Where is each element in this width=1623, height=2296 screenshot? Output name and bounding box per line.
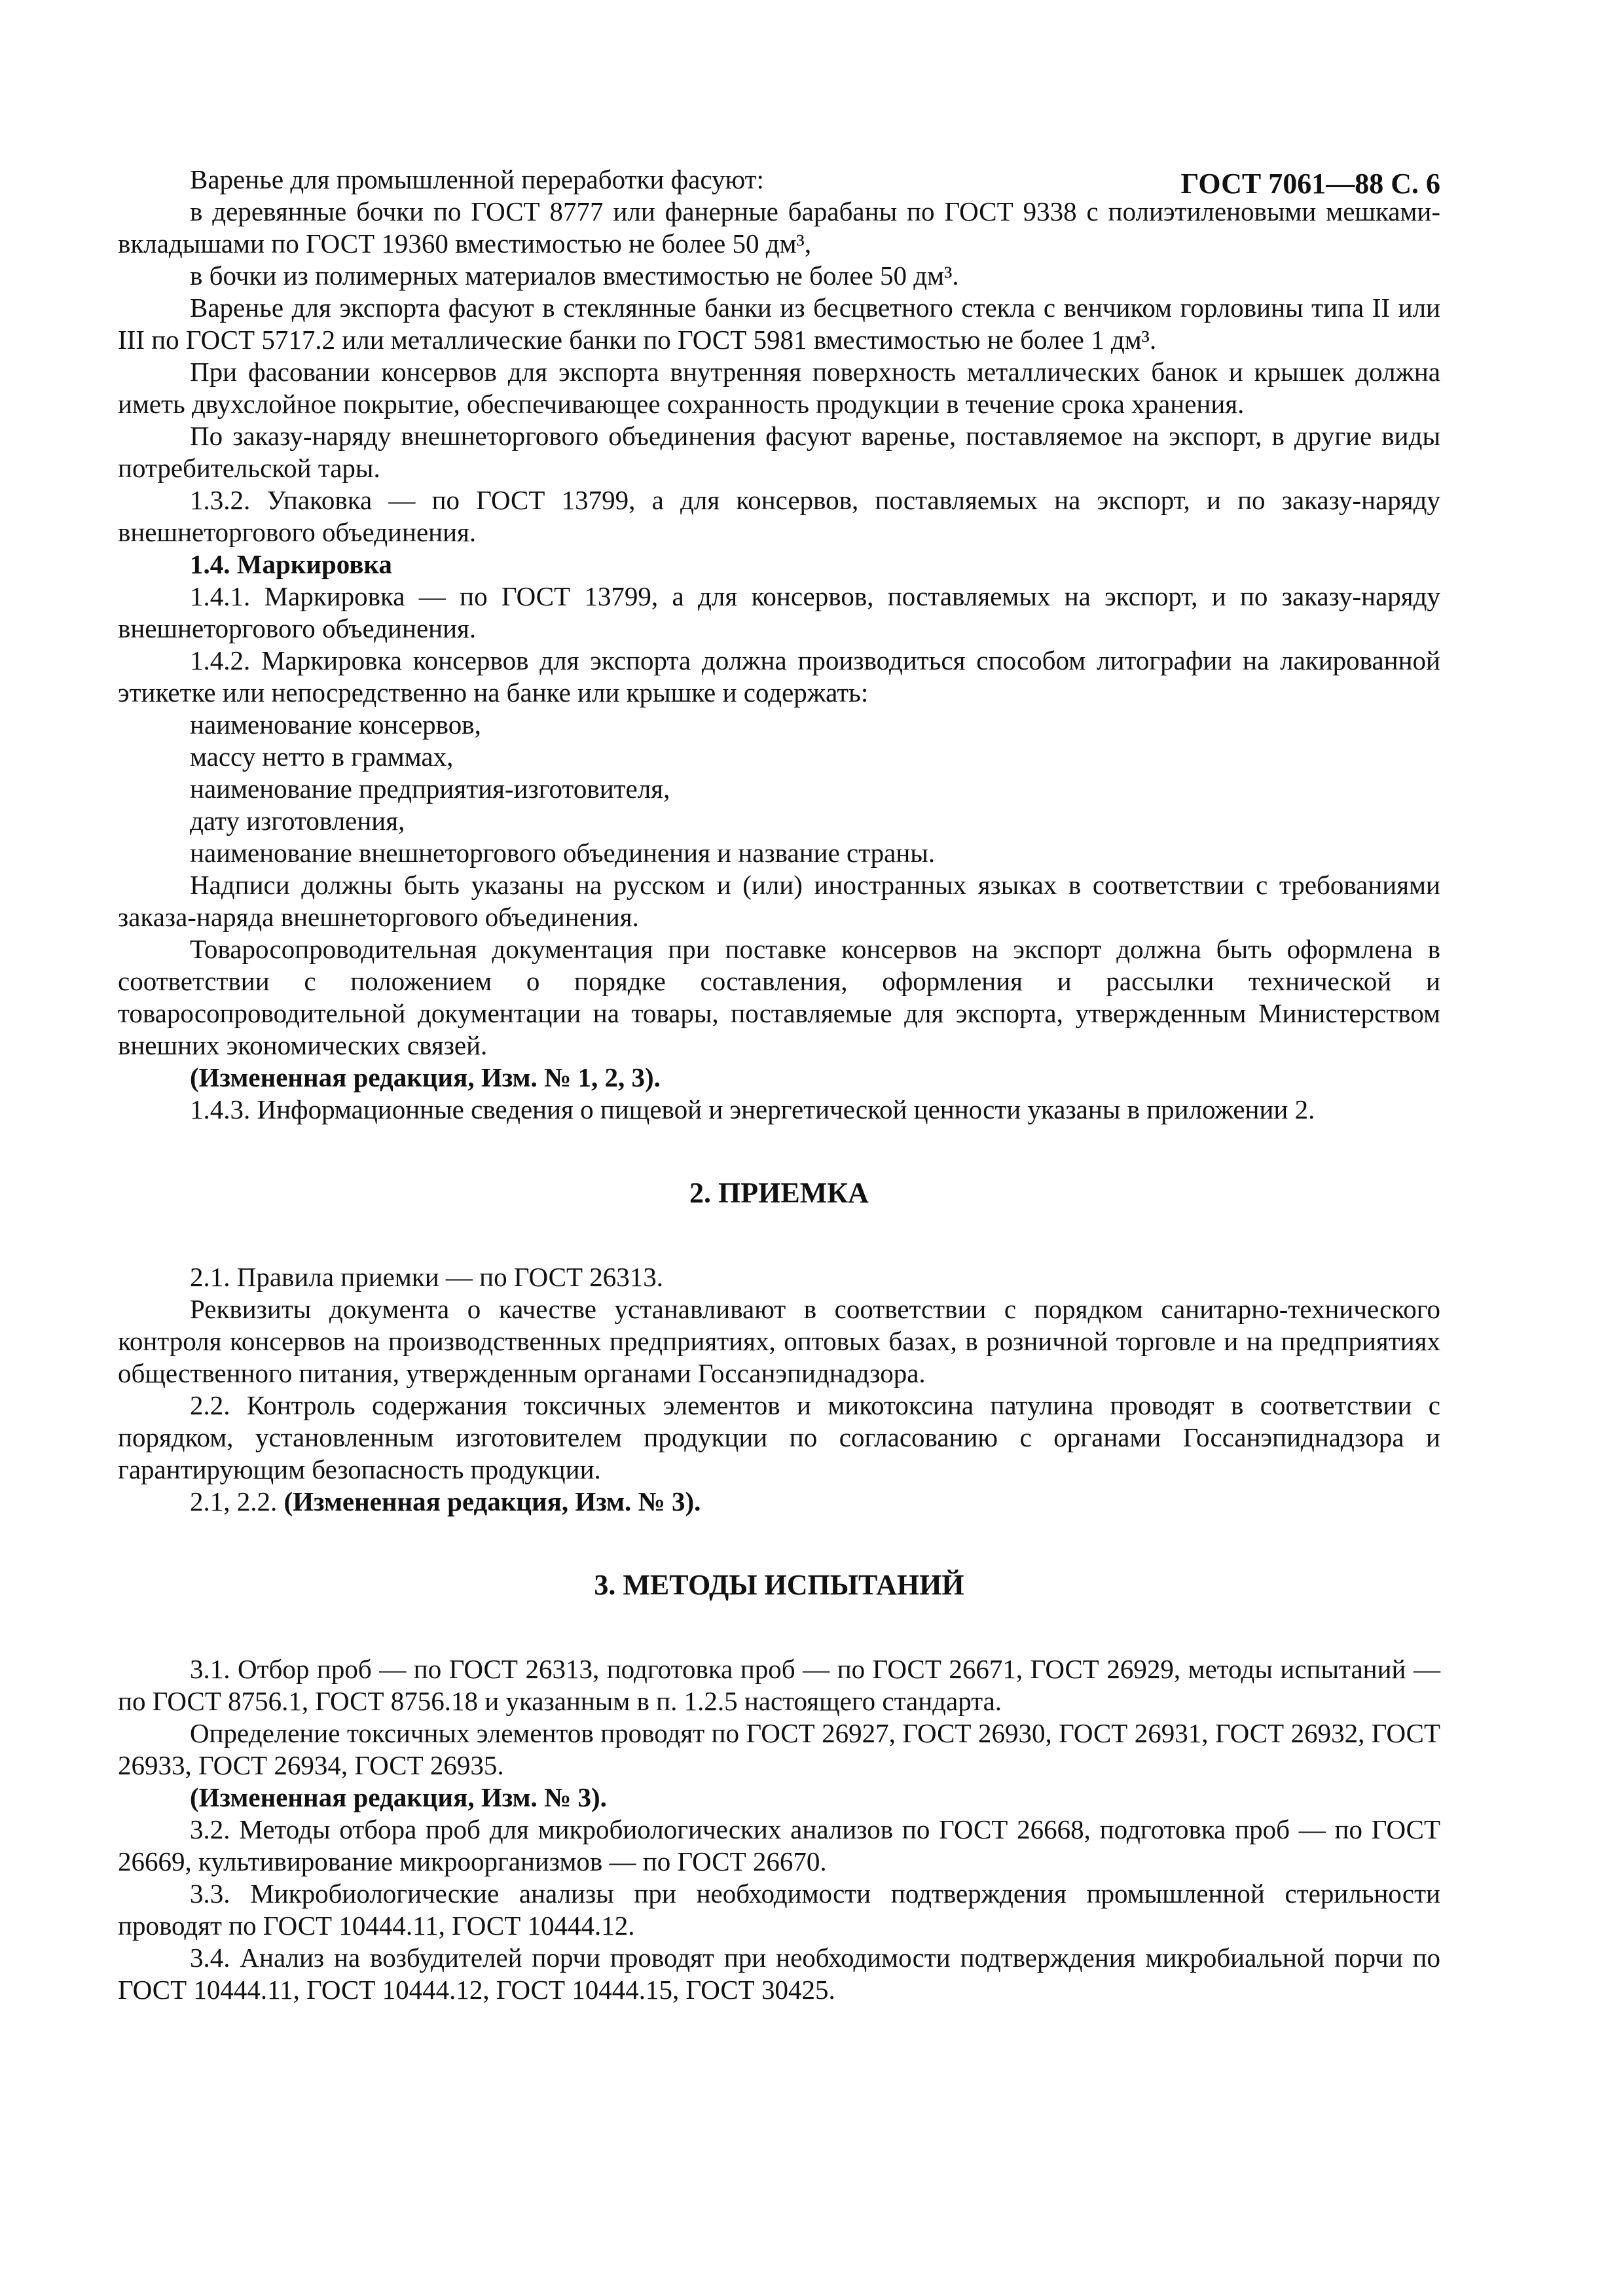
paragraph: Реквизиты документа о качестве устанавливают в соответствии с порядком санитарно-технического контроля консервов на производственных предприятиях, оптовых базах, в розничной торговле и на предприятиях общественного питания, утвержденным органами Госсанэпиднадзора. bbox=[118, 1294, 1440, 1388]
paragraph: При фасовании консервов для экспорта внутренняя поверхность металлических банок и крышек должна иметь двухслойное покрытие, обеспечивающее сохранность продукции в течение срока хранения. bbox=[118, 357, 1440, 419]
paragraph: 1.4.1. Маркировка — по ГОСТ 13799, а для консервов, поставляемых на экспорт, и по заказу-наряду внешнеторгового объединения. bbox=[118, 581, 1440, 643]
document-body bbox=[118, 164, 1440, 2006]
amendment-ref: 2.1, 2.2. bbox=[190, 1486, 284, 1516]
list-item: массу нетто в граммах, bbox=[190, 742, 454, 772]
page-header: ГОСТ 7061—88 С. 6 bbox=[1180, 168, 1440, 200]
section-title: 2. ПРИЕМКА bbox=[689, 1177, 869, 1209]
amendment-line bbox=[118, 1486, 1440, 1518]
paragraph: 1.3.2. Упаковка — по ГОСТ 13799, а для консервов, поставляемых на экспорт, и по заказу-наряду внешнеторгового объединения. bbox=[118, 485, 1440, 547]
amendment-note: (Измененная редакция, Изм. № 1, 2, 3). bbox=[190, 1062, 661, 1092]
paragraph: Варенье для экспорта фасуют в стеклянные банки из бесцветного стекла с венчиком горловины типа II или III по ГОСТ 5717.2 или металлические банки по ГОСТ 5981 вместимостью не более 1 дм³. bbox=[118, 293, 1440, 355]
paragraph: 1.4.2. Маркировка консервов для экспорта должна производиться способом литографии на лакированной этикетке или непосредственно на банке или крышке и содержать: bbox=[118, 645, 1440, 708]
paragraph: Определение токсичных элементов проводят по ГОСТ 26927, ГОСТ 26930, ГОСТ 26931, ГОСТ 26932, ГОСТ 26933, ГОСТ 26934, ГОСТ 26935. bbox=[118, 1718, 1440, 1780]
subsection-heading: 1.4. Маркировка bbox=[190, 549, 392, 579]
paragraph: 3.1. Отбор проб — по ГОСТ 26313, подготовка проб — по ГОСТ 26671, ГОСТ 26929, методы испытаний — по ГОСТ 8756.1, ГОСТ 8756.18 и указанным в п. 1.2.5 настоящего стандарта. bbox=[118, 1654, 1440, 1716]
paragraph: Товаросопроводительная документация при поставке консервов на экспорт должна быть оформлена в соответствии с положением о порядке составления, оформления и рассылки технической и товаросопроводительной документации на товары, поставляемые для экспорта, утвержденным Министерством внешних экономических связей. bbox=[118, 934, 1440, 1060]
paragraph: в деревянные бочки по ГОСТ 8777 или фанерные барабаны по ГОСТ 9338 с полиэтиленовыми мешками-вкладышами по ГОСТ 19360 вместимостью не более 50 дм³, bbox=[118, 196, 1440, 259]
paragraph: По заказу-наряду внешнеторгового объединения фасуют варенье, поставляемое на экспорт, в другие виды потребительской тары. bbox=[118, 421, 1440, 483]
list-item: дату изготовления, bbox=[190, 806, 405, 836]
amendment-note: (Измененная редакция, Изм. № 3). bbox=[283, 1486, 701, 1516]
paragraph: 3.4. Анализ на возбудителей порчи проводят при необходимости подтверждения микробиальной порчи по ГОСТ 10444.11, ГОСТ 10444.12, ГОСТ 10444.15, ГОСТ 30425. bbox=[118, 1943, 1440, 2005]
list-item: наименование внешнеторгового объединения и название страны. bbox=[190, 838, 936, 868]
list-item: наименование предприятия-изготовителя, bbox=[190, 774, 670, 804]
paragraph: Варенье для промышленной переработки фасуют: bbox=[190, 164, 764, 194]
amendment-note: (Измененная редакция, Изм. № 3). bbox=[190, 1782, 607, 1812]
paragraph: Надписи должны быть указаны на русском и (или) иностранных языках в соответствии с требованиями заказа-наряда внешнеторгового объединения. bbox=[118, 870, 1440, 932]
paragraph: в бочки из полимерных материалов вместимостью не более 50 дм³. bbox=[190, 260, 959, 291]
paragraph: 3.2. Методы отбора проб для микробиологических анализов по ГОСТ 26668, подготовка проб — по ГОСТ 26669, культивирование микроорганизмов — по ГОСТ 26670. bbox=[118, 1814, 1440, 1876]
paragraph: 1.4.3. Информационные сведения о пищевой и энергетической ценности указаны в приложении 2. bbox=[190, 1094, 1315, 1124]
list-item: наименование консервов, bbox=[190, 709, 481, 740]
section-title: 3. МЕТОДЫ ИСПЫТАНИЙ bbox=[594, 1569, 964, 1601]
paragraph: 2.2. Контроль содержания токсичных элементов и микотоксина патулина проводят в соответствии с порядком, установленным изготовителем продукции по согласованию с органами Госсанэпиднадзора и гарантирующим безопасность продукции. bbox=[118, 1390, 1440, 1484]
paragraph: 3.3. Микробиологические анализы при необходимости подтверждения промышленной стерильности проводят по ГОСТ 10444.11, ГОСТ 10444.12. bbox=[118, 1878, 1440, 1941]
paragraph: 2.1. Правила приемки — по ГОСТ 26313. bbox=[190, 1262, 664, 1292]
